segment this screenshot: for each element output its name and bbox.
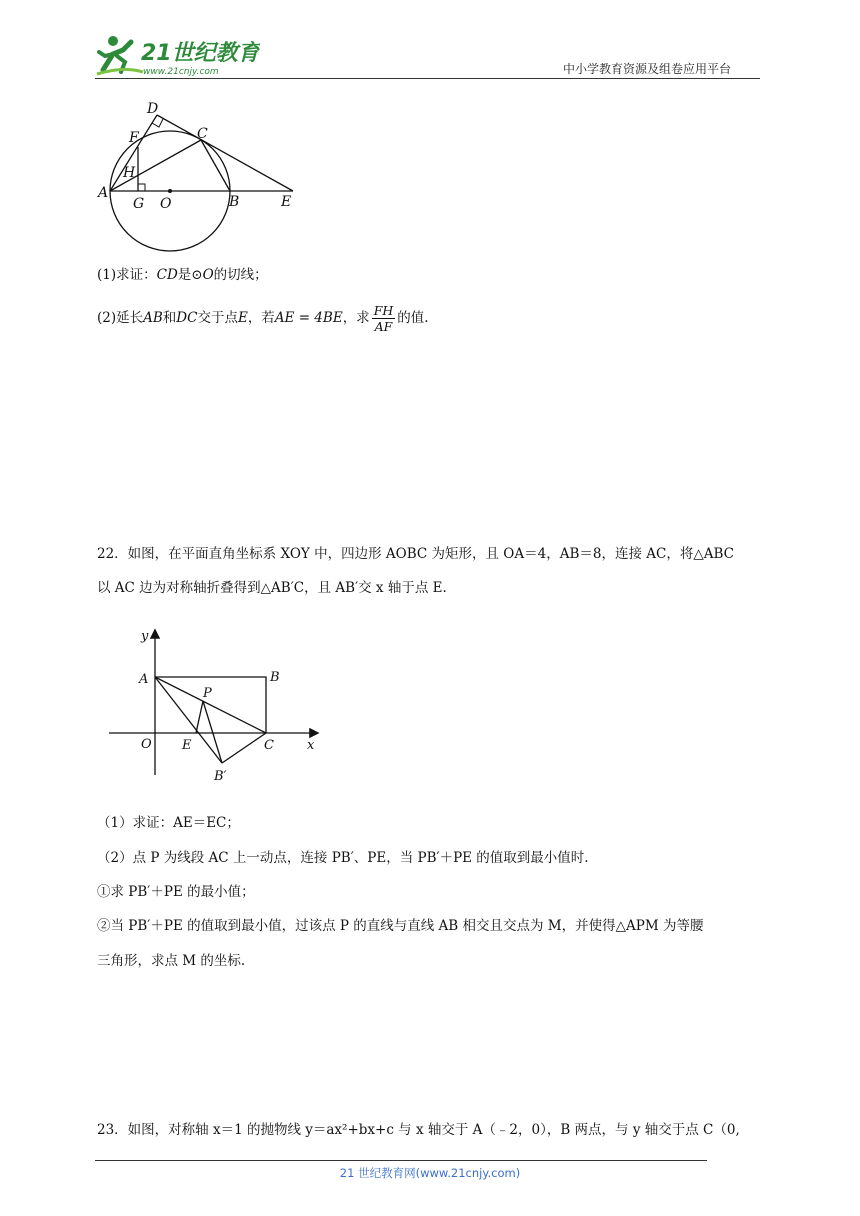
q22-stem-line2: 以 AC 边为对称轴折叠得到△AB′C，且 AB′交 x 轴于点 E.	[97, 580, 447, 596]
q22-sub1: ①求 PB′＋PE 的最小值；	[97, 884, 255, 900]
logo-text: 21世纪教育	[141, 41, 260, 66]
q21-part2: (2)延长AB和DC交于点E，若AE = 4BE，求 $\frac{FH}{AF}$ 的值.	[97, 303, 429, 334]
site-logo	[95, 32, 260, 78]
header-divider	[95, 78, 760, 79]
label-D: D	[147, 101, 159, 117]
label-Bprime: B′	[214, 769, 227, 784]
platform-title: 中小学教育资源及组卷应用平台	[563, 62, 732, 76]
footer-divider	[95, 1160, 707, 1161]
label-A: A	[98, 185, 109, 201]
label-F: F	[129, 130, 139, 146]
label-C2: C	[264, 738, 274, 753]
logo-url: www.21cnjy.com	[143, 67, 219, 77]
fraction-fh-af: $\frac{FH}{AF}$	[373, 303, 394, 334]
q22-part2: （2）点 P 为线段 AC 上一动点，连接 PB′、PE，当 PB′＋PE 的值取到最小值时.	[97, 850, 589, 866]
label-B: B	[229, 194, 240, 210]
axis-y-label: y	[141, 629, 149, 644]
label-P: P	[203, 686, 212, 701]
label-H: H	[123, 165, 136, 181]
q22-sub2-line2: 三角形，求点 M 的坐标.	[97, 953, 246, 969]
label-A2: A	[139, 672, 149, 687]
label-O2: O	[141, 737, 152, 752]
q23-stem-line1: 23．如图，对称轴 x＝1 的抛物线 y＝ax²+bx+c 与 x 轴交于 A（﹣2，0），B 两点，与 y 轴交于点 C（0,	[97, 1122, 740, 1138]
label-O: O	[160, 196, 172, 212]
q21-part1: (1)求证：CD是⊙O的切线；	[97, 267, 268, 283]
label-E2: E	[182, 738, 192, 753]
label-B2: B	[270, 670, 280, 685]
circle-figure	[95, 98, 305, 257]
q22-part1: （1）求证：AE＝EC；	[97, 815, 240, 831]
footer-link[interactable]: 21 世纪教育网(www.21cnjy.com)	[339, 1166, 521, 1180]
label-E: E	[281, 194, 292, 210]
coordinate-figure	[105, 625, 330, 794]
q22-sub2-line1: ②当 PB′＋PE 的值取到最小值，过该点 P 的直线与直线 AB 相交且交点为 M，并使得△APM 为等腰	[97, 918, 704, 934]
axis-x-label: x	[307, 738, 315, 753]
label-C: C	[197, 126, 208, 142]
label-G: G	[133, 196, 145, 212]
runner-logo-icon	[95, 32, 260, 78]
q22-stem-line1: 22．如图，在平面直角坐标系 XOY 中，四边形 AOBC 为矩形，且 OA＝4，AB＝8，连接 AC，将△ABC	[97, 546, 734, 562]
